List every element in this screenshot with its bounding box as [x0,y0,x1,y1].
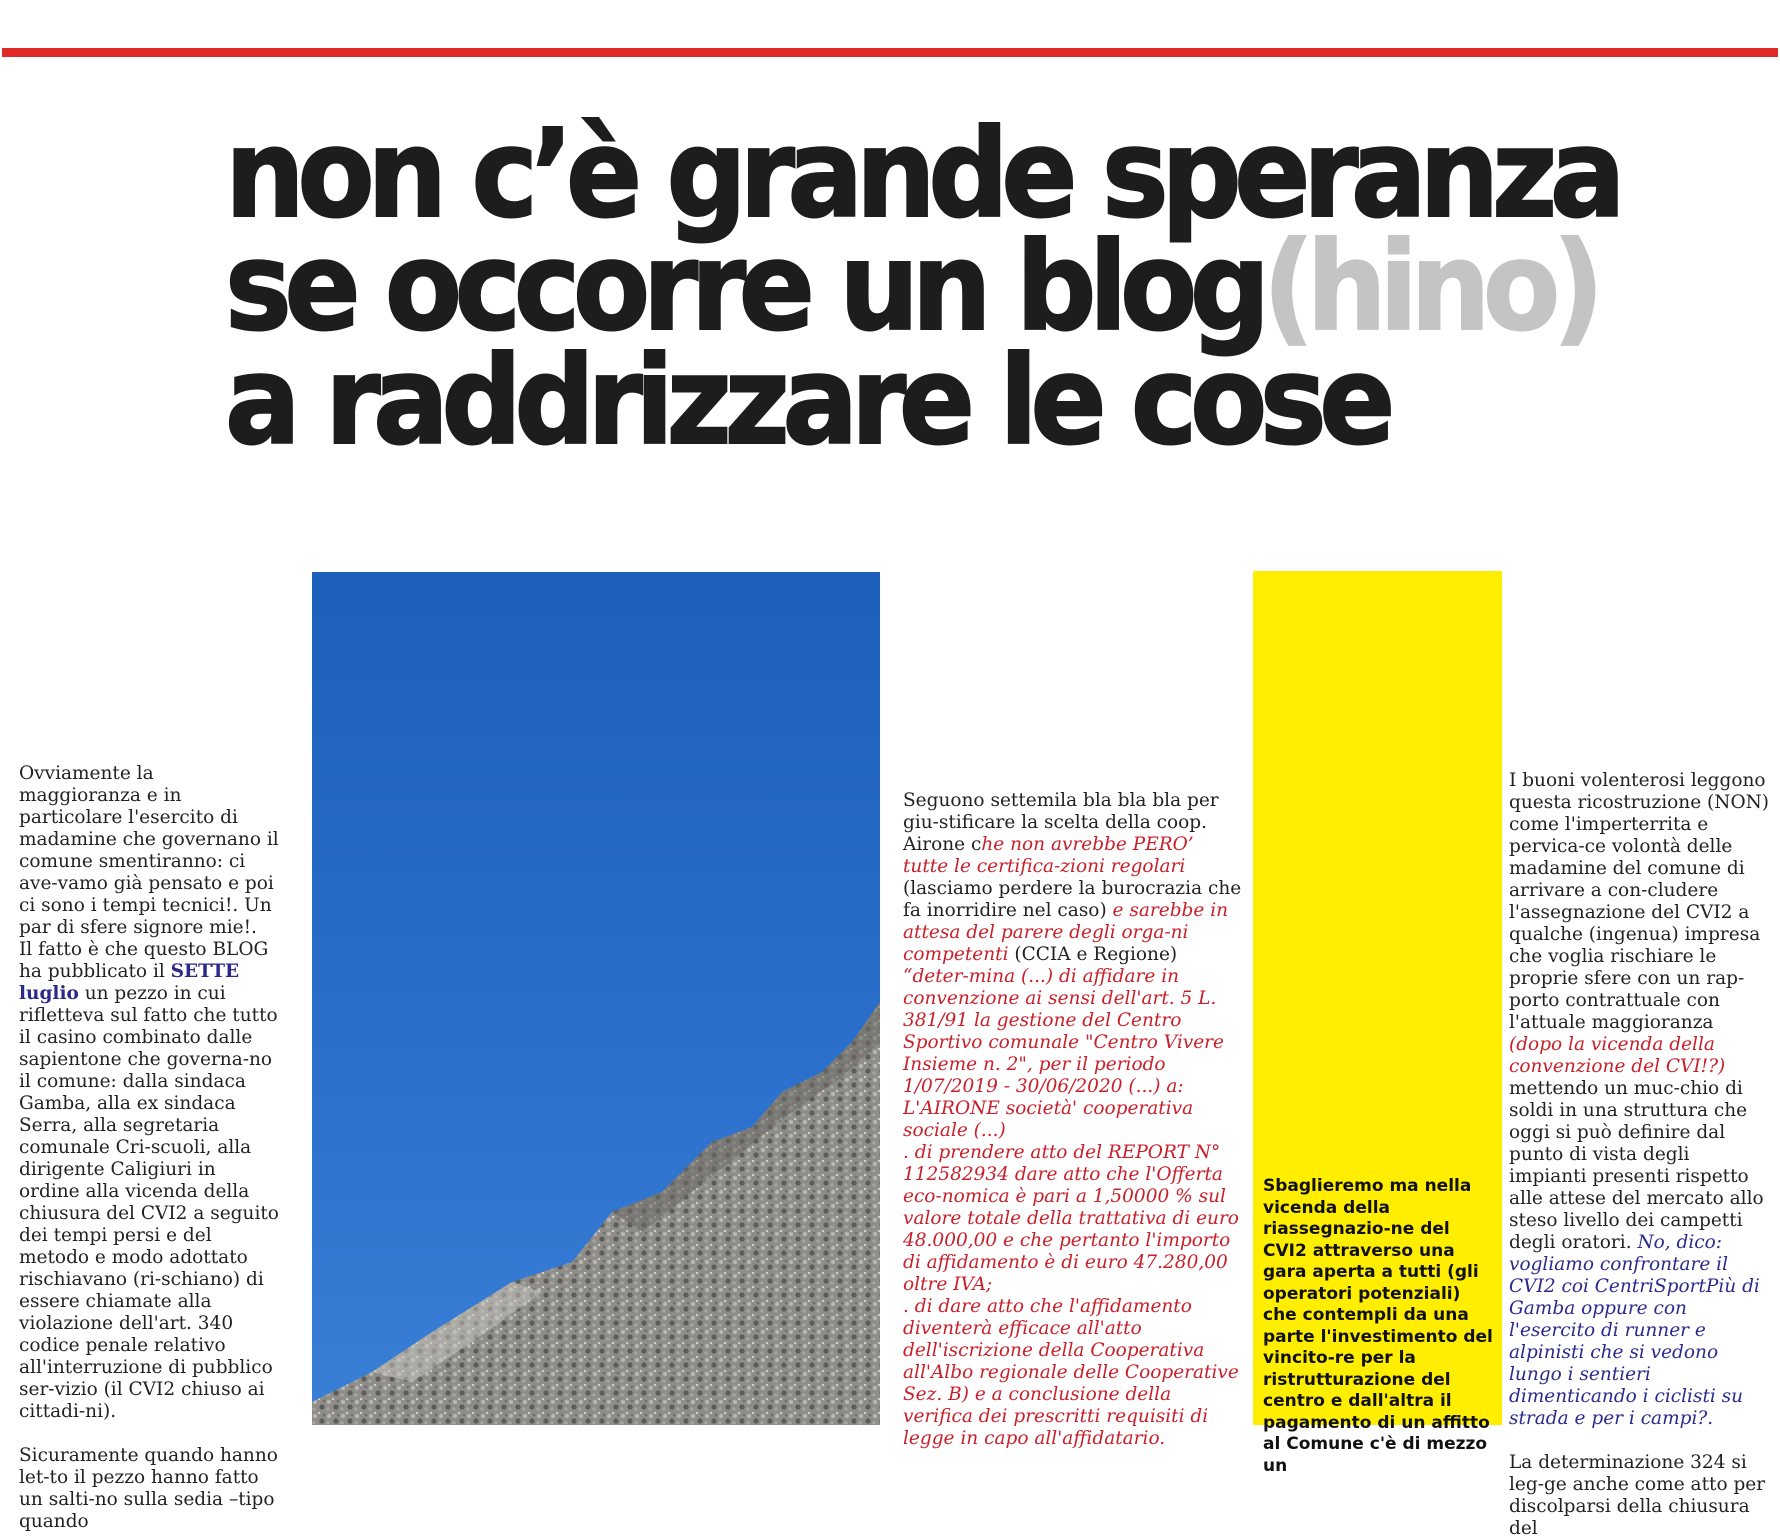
headline-line-2-grey: (hino) [1262,216,1597,359]
top-red-rule [2,48,1778,57]
mountain-photo [312,572,880,1425]
yellow-box-text: Sbaglieremo ma nella vicenda della riassegnazio-ne del CVI2 attraverso una gara aperta a tutti (gli operatori potenziali) che contempli da una parte l'investimento del vincito-re per la ristrutturazione del centro e dall'altra il pagamento di un affitto al Comune c'è di mezzo un [1263,1176,1493,1476]
col2-p1-e: (CCIA e Regione) [1008,944,1178,965]
col1-paragraph-3: Sicuramente quando hanno let-to il pezzo hanno fatto un salti-no sulla sedia –tipo quando [19,1445,278,1532]
headline [225,103,1619,472]
col3-paragraph-1 [1509,770,1769,1430]
col2-paragraph-2: . di prendere atto del REPORT N° 112582934 dare atto che l'Offerta eco-nomica è pari a 1,50000 % sul valore totale della trattativa di euro 48.000,00 e che pertanto l'importo di affidamento è di euro 47.280,00 oltre IVA; [903,1142,1239,1295]
col3-p1-c: mettendo un muc-chio di soldi in una struttura che oggi si può definire dal punto di vista degli impianti presenti rispetto alle attese del mercato allo steso livello dei campetti degli oratori. [1509,1078,1764,1253]
col1-p2-text-c: un pezzo in cui rifletteva sul fatto che tutto il casino combinato dalle sapientone che governa-no il comune: dalla sindaca Gamba, alla ex sindaca Serra, alla segretaria comunale Cri-scuoli, alla dirigente Caligiuri in ordine alla vicenda della chiusura del CVI2 a seguito dei tempi persi e del metodo e modo adottato rischiavano (ri-schiano) di essere chiamate alla violazione dell'art. 340 codice penale relativo all'interruzione di pubblico ser-vizio (il CVI2 chiuso ai cittadi-ni). [19,983,279,1422]
col2-paragraph-3: . di dare atto che l'affidamento diventerà efficace all'atto dell'iscrizione della Cooperativa all'Albo regionale delle Cooperative Sez. B) e a conclusione della verifica dei prescritti requisiti di legge in capo all'affidatario. [903,1296,1239,1449]
col1-paragraph-1: Ovviamente la maggioranza e in particolare l'esercito di madamine che governano il comune smentiranno: ci ave-vamo già pensato e poi ci sono i tempi tecnici!. Un par di sfere signore mie!. [19,763,279,938]
col3-p1-d: No, dico: vogliamo confrontare il CVI2 coi CentriSportPiù di Gamba oppure con l'esercito di runner e alpinisti che si vedono lungo i sentieri dimenticando i ciclisti su strada e per i campi?. [1509,1232,1760,1429]
headline-line-1: non c’è grande speranza [225,103,1619,245]
col2-p1-d: e sarebbe in attesa del parere degli orga-ni competenti [903,900,1229,965]
headline-line-2 [225,216,1597,359]
col1-p2-date-highlight: SETTE luglio [19,961,240,1004]
col1-paragraph-2 [19,939,281,1423]
article-column-1 [19,763,281,1533]
col1-p2-text-a: Il fatto è che questo BLOG ha pubblicato il [19,939,269,982]
col2-paragraph-1 [903,790,1243,1142]
col2-p1-c: (lasciamo perdere la burocrazia che fa inorridire nel caso) [903,878,1242,921]
col3-paragraph-2: La determinazione 324 si leg-ge anche come atto per discolparsi della chiusura del [1509,1452,1766,1539]
col3-p1-a: I buoni volenterosi leggono questa ricostruzione (NON) come l'imperterrita e pervica-ce volontà delle madamine del comune di arrivare a con-cludere l'assegnazione del CVI2 a qualche (ingenua) impresa che voglia rischiare le proprie sfere con un rap-porto contrattuale con l'attuale maggioranza [1509,770,1770,1033]
col3-p1-b: (dopo la vicenda della convenzione del CVI!?) [1509,1034,1726,1077]
col2-p1-f: “deter-mina (...) di affidare in convenzione ai sensi dell'art. 5 L. 381/91 la gestione del Centro Sportivo comunale "Centro Vivere Insieme n. 2", per il periodo 1/07/2019 - 30/06/2020 (...) a: L'AIRONE società' cooperativa sociale (...) [903,966,1224,1141]
headline-line-2-main: se occorre un blog [225,216,1263,359]
headline-line-3: a raddrizzare le cose [225,329,1389,472]
col2-p1-b: he non avrebbe PERO’ tutte le certifica-zioni regolari [903,834,1194,877]
col2-p1-a: Seguono settemila bla bla bla per giu-stificare la scelta della coop. Airone c [903,790,1219,855]
article-column-2 [903,790,1243,1450]
mountain-rocks-image [312,572,880,1425]
